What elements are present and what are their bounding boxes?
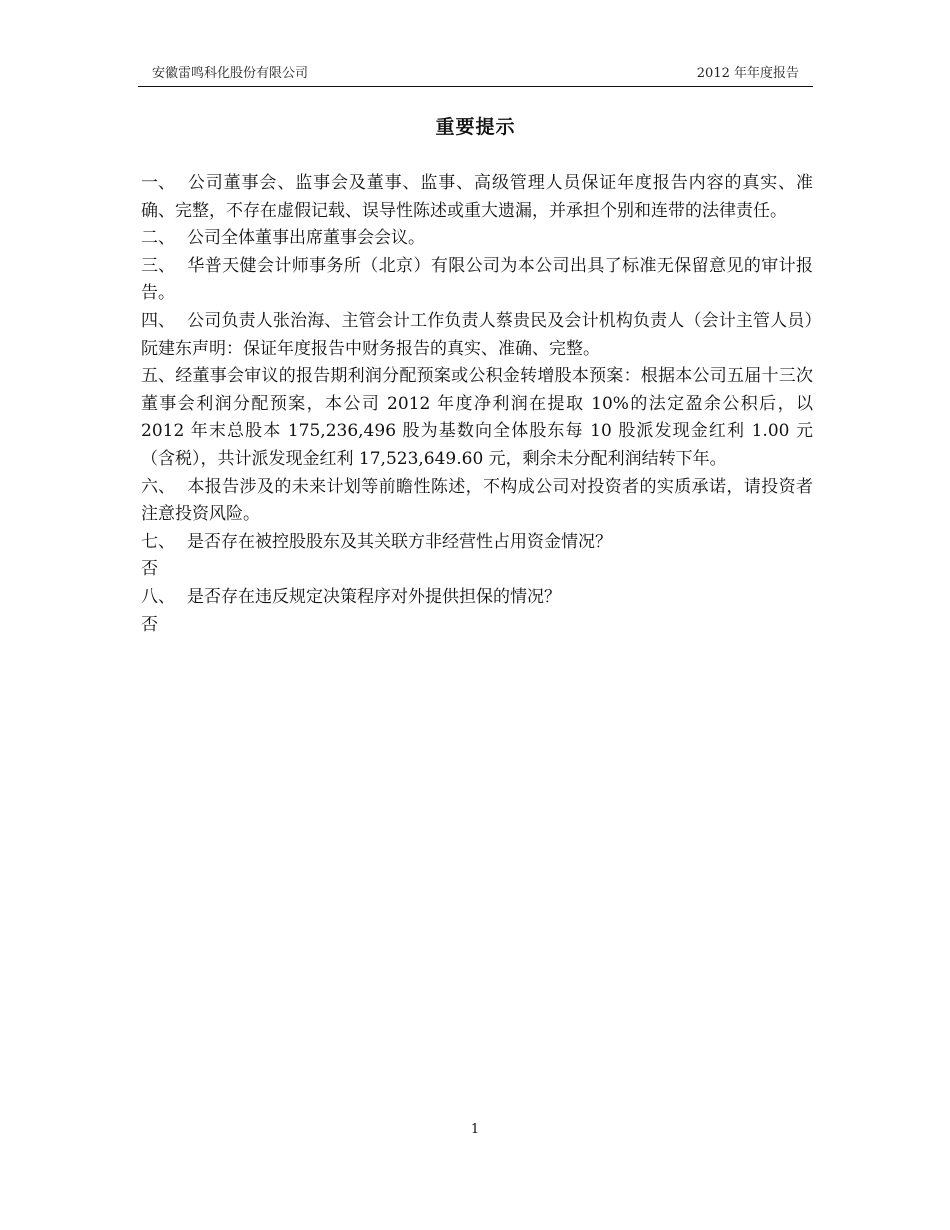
header-report-title: 2012 年年度报告 [696,66,799,81]
notice-body [141,170,813,639]
notice-item-3 [141,253,813,308]
notice-item-6 [141,474,813,529]
item-answer: 否 [141,559,158,580]
notice-item-8 [141,584,813,612]
item-text: 本报告涉及的未来计划等前瞻性陈述，不构成公司对投资者的实质承诺，请投资者注意投资风险。 [141,476,813,525]
page-title: 重要提示 [435,116,516,138]
item-text: 经董事会审议的报告期利润分配预案或公积金转增股本预案：根据本公司五届十三次董事会利润分配预案，本公司 2012 年度净利润在提取 10%的法定盈余公积后，以 2012 年末总股本 175,236,496 股为基数向全体股东每 10 股派发现金红利 1.00 元（含税），共计派发现金红利 17,523,649.60 元，剩余未分配利润结转下年。 [141,366,813,469]
item-text: 公司全体董事出席董事会会议。 [187,228,425,249]
item-number: 四、 [141,310,175,331]
item-number: 二、 [141,228,175,249]
item-text: 公司董事会、监事会及董事、监事、高级管理人员保证年度报告内容的真实、准确、完整，不存在虚假记载、误导性陈述或重大遗漏，并承担个别和连带的法律责任。 [141,173,813,221]
item-text: 华普天健会计师事务所（北京）有限公司为本公司出具了标准无保留意见的审计报告。 [141,255,813,304]
notice-item-5 [141,363,813,473]
item-answer: 否 [141,614,158,635]
header-company-name: 安徽雷鸣科化股份有限公司 [152,66,309,81]
page-number: 1 [470,1122,480,1137]
item-number: 五、 [141,366,175,387]
item-text: 是否存在被控股股东及其关联方非经营性占用资金情况？ [187,531,612,552]
item-text: 公司负责人张治海、主管会计工作负责人蔡贵民及会计机构负责人（会计主管人员）阮建东声明：保证年度报告中财务报告的真实、准确、完整。 [141,310,813,359]
notice-item-4 [141,308,813,363]
item-number: 六、 [141,476,175,497]
item-text: 是否存在违反规定决策程序对外提供担保的情况？ [187,586,561,607]
header-rule [138,86,813,87]
notice-item-1 [141,170,813,225]
item-number: 七、 [141,531,175,552]
item-number: 八、 [141,586,175,607]
item-number: 一、 [141,173,175,193]
notice-item-7 [141,529,813,557]
running-header [138,64,813,86]
notice-item-7-answer [141,556,813,584]
item-number: 三、 [141,255,175,276]
notice-item-8-answer [141,612,813,640]
notice-item-2 [141,225,813,253]
